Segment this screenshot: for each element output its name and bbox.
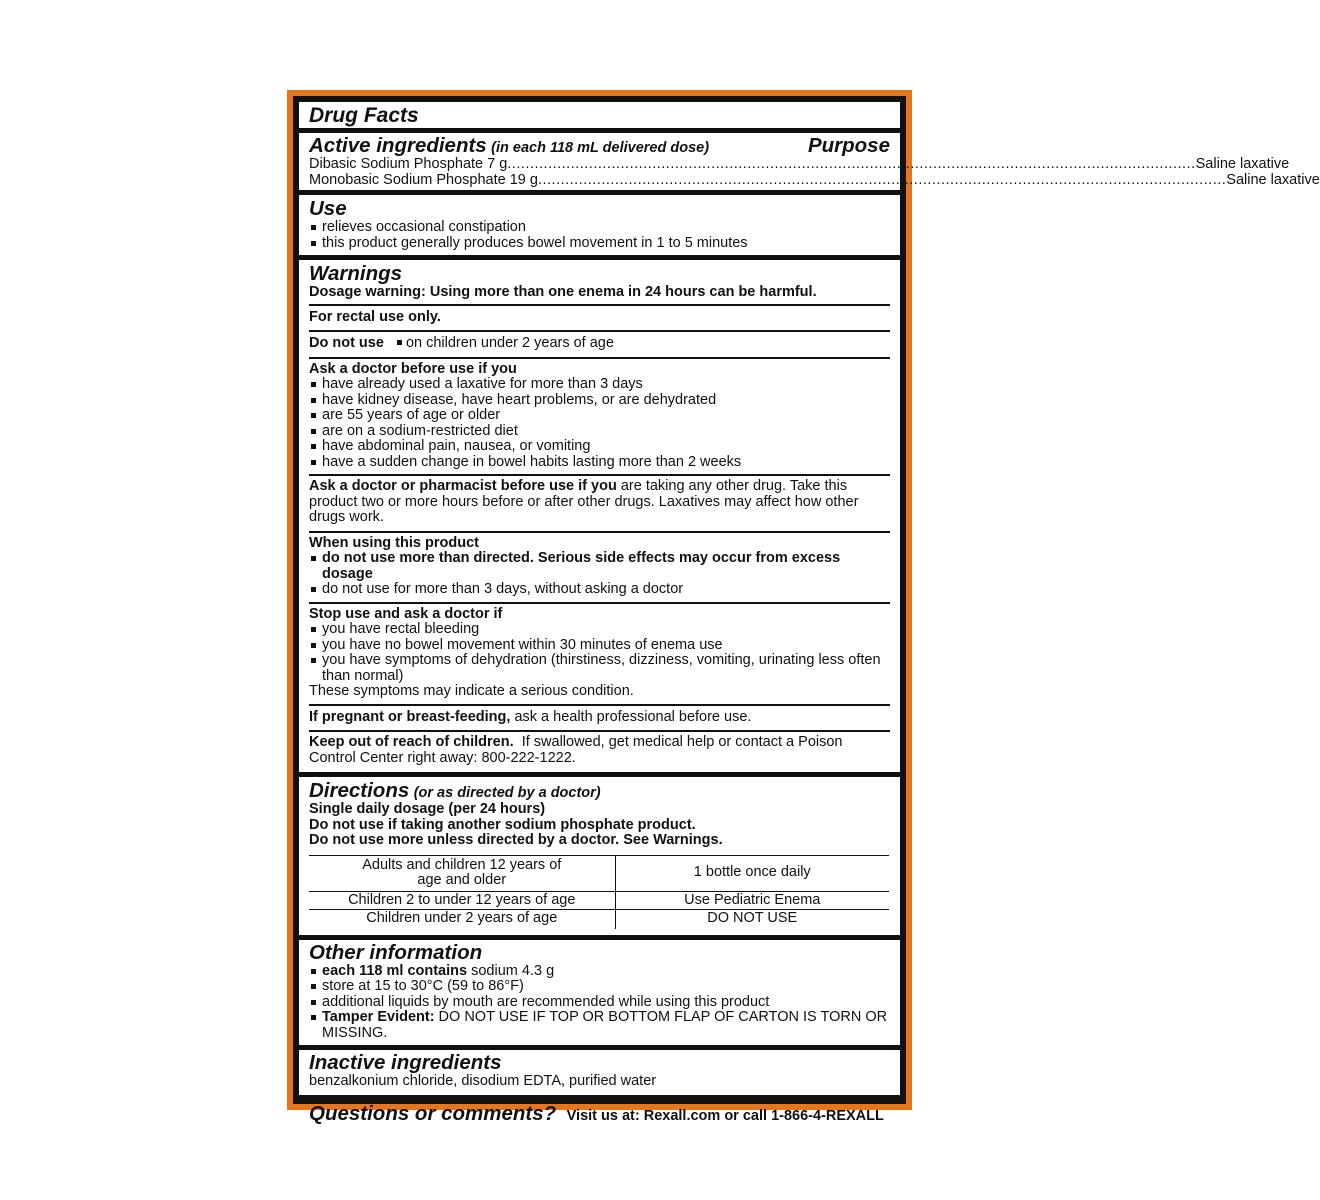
ingredient-row <box>309 171 1320 189</box>
tamper-evident-text: DO NOT USE IF TOP OR BOTTOM FLAP OF CARTON IS TORN OR MISSING. <box>322 1009 888 1041</box>
pregnant-label: If pregnant or breast-feeding, <box>309 708 511 725</box>
active-ingredients-heading: Active ingredients <box>309 134 487 157</box>
inactive-ingredients-text: benzalkonium chloride, disodium EDTA, purified water <box>309 1073 657 1089</box>
liquids-item: additional liquids by mouth are recommended while using this product <box>309 995 890 1011</box>
when-using-item: do not use more than directed. Serious side effects may occur from excess dosage <box>309 551 890 582</box>
keep-out-block <box>309 730 890 772</box>
stop-use-block <box>309 602 890 704</box>
stop-use-item: you have symptoms of dehydration (thirstiness, dizziness, vomiting, urinating less often than normal) <box>309 653 890 684</box>
ingredient-purpose: Saline laxative <box>1195 156 1290 172</box>
label-outer-frame <box>287 90 1320 1125</box>
warnings-heading: Warnings <box>309 262 403 285</box>
sodium-content-text: sodium 4.3 g <box>467 962 555 979</box>
directions-heading: Directions <box>309 779 410 802</box>
dosage-warning: Dosage warning: Using more than one enema in 24 hours can be harmful. <box>309 284 817 300</box>
directions-note: (or as directed by a doctor) <box>413 785 601 801</box>
questions-text: Visit us at: Rexall.com or call 1-866-4-REXALL <box>566 1107 884 1124</box>
drug-facts-panel <box>299 102 1320 1125</box>
directions-line: Single daily dosage (per 24 hours) <box>309 801 546 817</box>
questions-heading: Questions or comments? <box>309 1101 557 1125</box>
stop-use-item: you have no bowel movement within 30 minutes of enema use <box>309 638 890 654</box>
do-not-use-block <box>309 330 890 357</box>
use-section <box>299 195 900 260</box>
active-ingredients-section <box>299 133 1320 195</box>
ingredient-name: Monobasic Sodium Phosphate 19 g <box>309 171 538 188</box>
storage-item: store at 15 to 30°C (59 to 86°F) <box>309 979 890 995</box>
ask-doctor-item: are 55 years of age or older <box>309 408 890 424</box>
directions-line: Do not use more unless directed by a doctor. See Warnings. <box>309 832 723 848</box>
bullet-icon <box>397 340 402 345</box>
table-cell-dose: DO NOT USE <box>707 910 798 926</box>
stop-use-item: you have rectal bleeding <box>309 622 890 638</box>
drug-facts-title: Drug Facts <box>309 104 419 127</box>
ask-doctor-item: have kidney disease, have heart problems, or are dehydrated <box>309 393 890 409</box>
other-information-section <box>299 940 900 1051</box>
table-row <box>309 855 889 891</box>
use-heading: Use <box>309 197 347 220</box>
other-information-heading: Other information <box>309 940 483 964</box>
table-cell-dose: 1 bottle once daily <box>693 864 811 881</box>
ask-doctor-item: have abdominal pain, nausea, or vomiting <box>309 439 890 455</box>
title-section <box>299 102 900 133</box>
ingredient-purpose: Saline laxative <box>1226 171 1320 188</box>
ingredient-row <box>309 156 1290 173</box>
rectal-use-text: For rectal use only. <box>309 308 441 325</box>
warnings-section <box>299 260 900 777</box>
ask-doctor-item: have already used a laxative for more than 3 days <box>309 377 890 393</box>
stop-use-footer: These symptoms may indicate a serious condition. <box>309 683 634 699</box>
table-row <box>309 891 889 910</box>
stop-use-heading: Stop use and ask a doctor if <box>309 605 503 622</box>
pregnant-text: ask a health professional before use. <box>510 708 752 725</box>
label-border <box>293 96 1320 1125</box>
ask-doctor-heading: Ask a doctor before use if you <box>309 360 517 377</box>
do-not-use-item: on children under 2 years of age <box>405 335 614 351</box>
ask-doctor-block <box>309 357 890 475</box>
pregnant-block <box>309 704 890 731</box>
keep-out-text: If swallowed, get medical help or contact a Poison Control Center right away: 800-222-1222. <box>309 734 847 766</box>
inactive-ingredients-section <box>299 1050 900 1100</box>
use-item: this product generally produces bowel movement in 1 to 5 minutes <box>309 236 890 252</box>
table-cell-dose: Use Pediatric Enema <box>684 891 821 908</box>
table-cell-age: Adults and children 12 years of age and older <box>309 855 615 891</box>
ingredient-name: Dibasic Sodium Phosphate 7 g <box>309 156 508 172</box>
ask-doctor-item: have a sudden change in bowel habits lasting more than 2 weeks <box>309 455 890 471</box>
questions-section <box>299 1100 900 1125</box>
keep-out-label: Keep out of reach of children. <box>309 734 514 750</box>
when-using-heading: When using this product <box>309 534 479 551</box>
purpose-heading: Purpose <box>807 134 890 157</box>
when-using-block <box>309 531 890 602</box>
ask-pharmacist-block <box>309 474 890 531</box>
ask-doctor-item: are on a sodium-restricted diet <box>309 424 890 440</box>
sodium-content-label: each 118 ml contains <box>322 962 468 979</box>
when-using-item: do not use for more than 3 days, without asking a doctor <box>309 582 890 598</box>
ask-pharmacist-text: are taking any other drug. Take this product two or more hours before or after other drugs. Laxatives may affect how other drugs work. <box>309 478 859 525</box>
use-item: relieves occasional constipation <box>309 220 890 236</box>
table-cell-age: Children 2 to under 12 years of age <box>309 891 615 910</box>
active-ingredients-note: (in each 118 mL delivered dose) <box>491 140 710 156</box>
dosage-table <box>309 855 889 929</box>
table-row <box>309 910 889 929</box>
directions-section <box>299 777 900 940</box>
table-cell-age: Children under 2 years of age <box>309 910 615 929</box>
inactive-ingredients-heading: Inactive ingredients <box>309 1051 502 1074</box>
directions-line: Do not use if taking another sodium phosphate product. <box>309 816 696 833</box>
rectal-use-block <box>309 304 890 331</box>
tamper-evident-label: Tamper Evident: <box>322 1009 435 1025</box>
do-not-use-label: Do not use <box>309 335 384 351</box>
ask-pharmacist-label: Ask a doctor or pharmacist before use if you <box>309 478 617 494</box>
